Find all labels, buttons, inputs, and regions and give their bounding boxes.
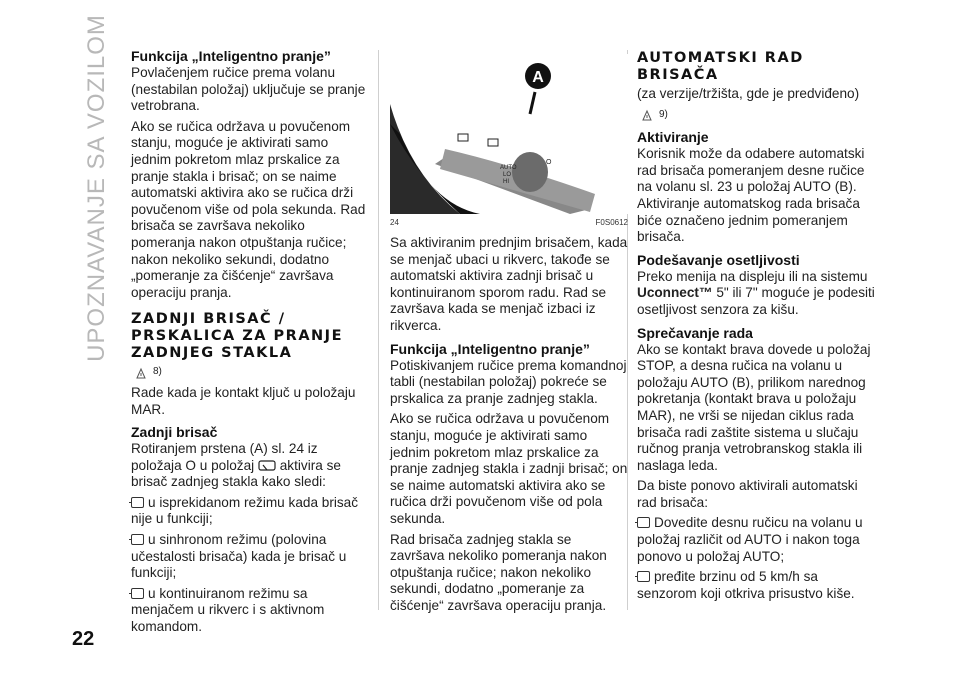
heading-automatic-wiper: AUTOMATSKI RAD BRISAČA: [637, 50, 804, 83]
paragraph: Da biste ponovo aktivirali automatski rad brisača:: [637, 478, 858, 510]
rear-wiper-icon: [258, 460, 276, 472]
stalk-label: O: [546, 159, 552, 166]
heading-sensitivity: Podešavanje osetljivosti: [637, 251, 800, 268]
paragraph: Povlačenjem ručice prema volanu (nestabilan položaj) uključuje se pranje vetrobrana.: [131, 65, 366, 114]
figure-number: 24: [390, 218, 399, 227]
list-item: u isprekidanom režimu kada brisač nije u funkciji;: [131, 494, 359, 527]
paragraph: Rade kada je kontakt ključ u položaju MAR.: [131, 384, 356, 417]
paragraph: Preko menija na displeju ili na sistemu Uconnect™ 5" ili 7" moguće je podesiti osetljivost senzora za kišu.: [637, 268, 875, 317]
svg-text:A: A: [532, 69, 544, 86]
bullet-icon: [637, 571, 650, 582]
stalk-label: LO: [503, 172, 512, 178]
stalk-label: AUTO: [500, 165, 517, 171]
paragraph: Ako se ručica održava u povučenom stanju, moguće je aktivirati samo jednim pokretom mlaz prskalice za pranje stakla i brisač; on se naime automatski aktivira ako se ručica drži povučenom više od pola sekunda. Rad brisača se završava nekoliko pomeranja nakon otpuštanja ručice; nakon nekoliko sekundi, dodatno „pomeranje za čišćenje“ završava operaciju pranja.: [131, 118, 366, 300]
wiper-stalk-illustration: [390, 54, 628, 214]
paragraph: Ako se kontakt brava dovede u položaj STOP, a desna ručica na volanu u položaju AUTO (B), prilikom narednog pokretanja (kontakt brava u položaju MAR), ne vrši se nijedan ciklus rada brisača radi zaštite sistema u slučaju ručnog pranja vetrobranskog stakla ili naslaga leda.: [637, 341, 871, 473]
paragraph: Ako se ručica održava u povučenom stanju, moguće je aktivirati samo jednim pokretom mlaz prskalice za pranje zadnjeg stakla i zadnji brisač; on se naime automatski aktivira ako se ručica drži povučenom više od pola sekunda.: [390, 411, 628, 526]
heading-prevention: Sprečavanje rada: [637, 324, 753, 341]
bullet-icon: [637, 517, 650, 528]
warning-reference: 9): [641, 107, 875, 124]
paragraph: (za verzije/tržišta, gde je predviđeno): [637, 86, 860, 101]
bullet-icon: [131, 588, 144, 599]
bullet-icon: [131, 497, 144, 508]
page-number: 22: [72, 628, 95, 650]
paragraph: Potiskivanjem ručice prema komandnoj tabli (nestabilan položaj) pokreće se prskalica za pranje zadnjeg stakla.: [390, 357, 627, 406]
warning-hand-icon: [135, 366, 149, 380]
paragraph: Sa aktiviranim prednjim brisačem, kada se menjač ubaci u rikverc, takođe se automatski aktivira zadnji brisač u kontinuiranom sporom radu. Rad se završava kada se menjač izbaci iz rikverca.: [390, 235, 628, 333]
heading-smart-wash: Funkcija „Inteligentno pranje”: [131, 48, 331, 64]
warning-reference: 8): [135, 364, 369, 381]
bullet-icon: [131, 534, 144, 545]
column-divider: [378, 50, 379, 610]
figure-caption: [390, 215, 628, 232]
figure-24: [390, 54, 628, 229]
heading-smart-wash-rear: Funkcija „Inteligentno pranje”: [390, 340, 590, 357]
list-item: u kontinuiranom režimu sa menjačem u rikverc i s aktivnom komandom.: [131, 585, 325, 635]
column-2: [390, 48, 628, 618]
heading-activation: Aktiviranje: [637, 129, 709, 146]
section-side-title: UPOZNAVANJE SA VOZILOM: [83, 14, 110, 362]
heading-rear-wiper-washer: ZADNJI BRISAČ / PRSKALICA ZA PRANJE ZADNJEG STAKLA: [131, 311, 343, 362]
paragraph: Rad brisača zadnjeg stakla se završava nekoliko pomeranja nakon otpuštanja ručice; nakon nekoliko sekundi, dodatno „pomeranje za čišćenje“ završava operaciju pranja.: [390, 531, 607, 613]
column-1: [131, 48, 369, 640]
figure-code: F0S0612: [595, 218, 628, 227]
heading-rear-wiper: Zadnji brisač: [131, 424, 218, 441]
column-3: [637, 48, 875, 606]
list-item: u sinhronom režimu (polovina učestalosti brisača) kada je brisač u funkciji;: [131, 532, 347, 581]
stalk-label: HI: [503, 179, 509, 185]
paragraph: Korisnik može da odabere automatski rad brisača pomeranjem desne ručice na volanu sl. 23 u položaj AUTO (B). Aktiviranje automatskog rada brisača biće označeno jednim pomeranjem brisača.: [637, 146, 865, 245]
paragraph: Rotiranjem prstena (A) sl. 24 iz položaja O u položaj aktivira se brisač zadnjeg stakla kako sledi:: [131, 441, 341, 490]
list-item: Dovedite desnu ručicu na volanu u položaj različit od AUTO i nakon toga ponovo u položaj AUTO;: [637, 515, 863, 564]
warning-hand-icon: [641, 108, 655, 122]
list-item: pređite brzinu od 5 km/h sa senzorom koji otkriva prisustvo kiše.: [637, 569, 855, 601]
